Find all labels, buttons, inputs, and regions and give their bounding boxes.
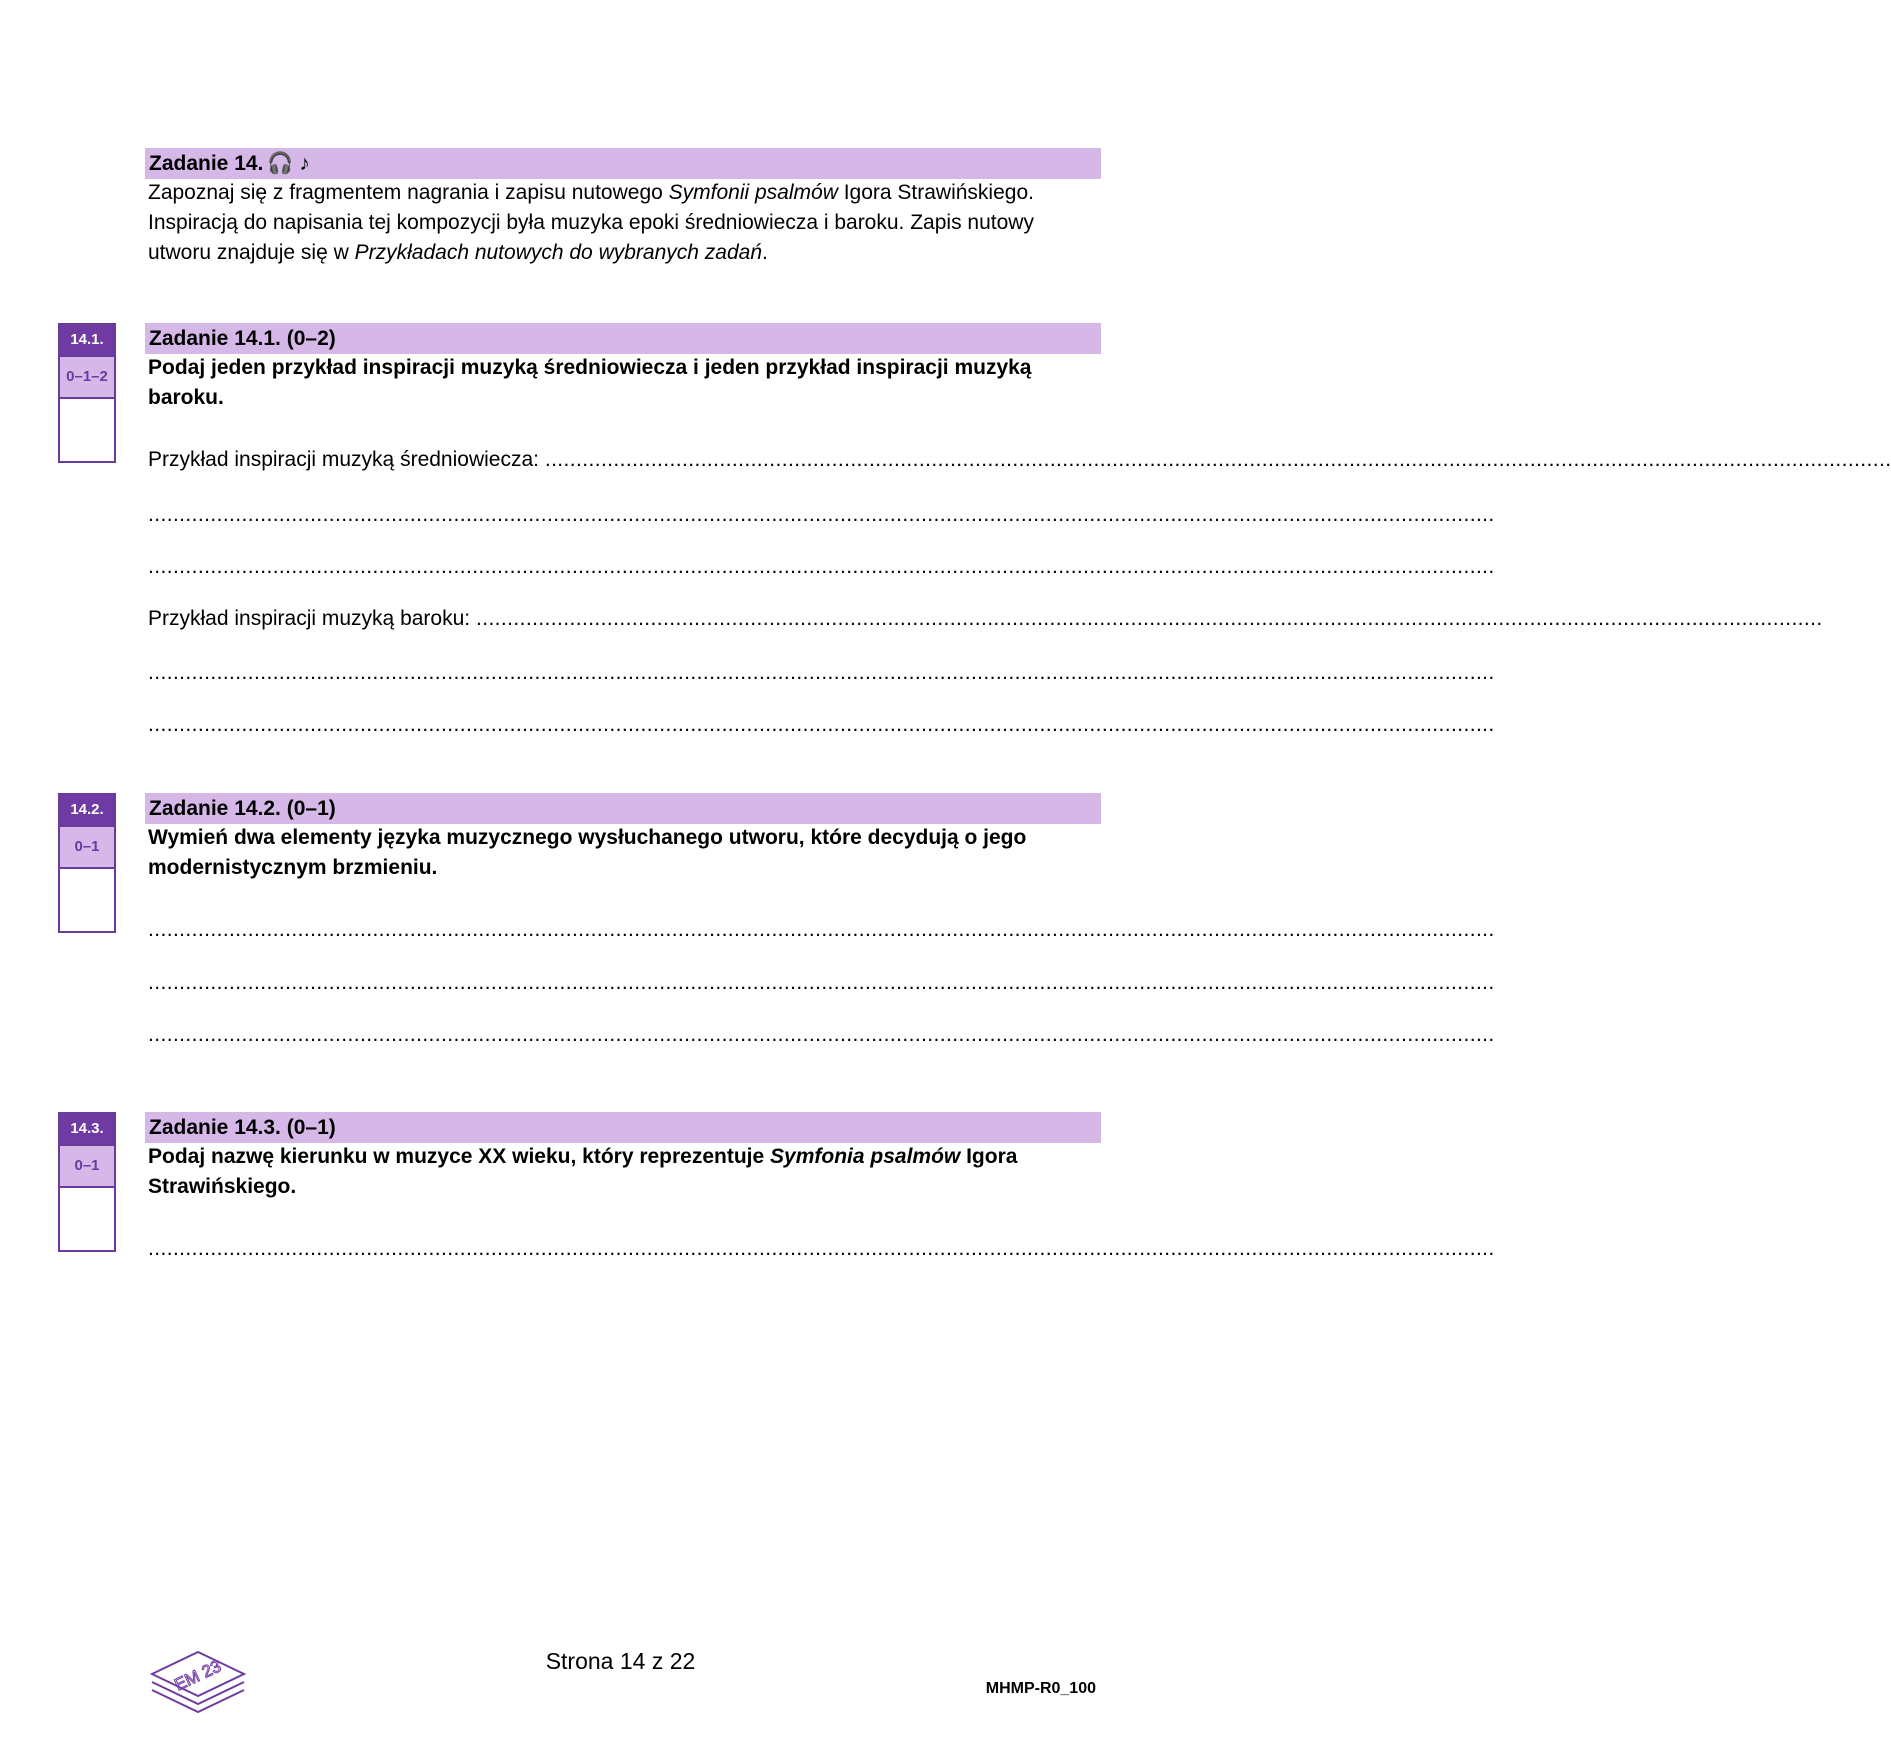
score-box-14-3 <box>58 1112 116 1252</box>
score-box-number: 14.1. <box>60 325 114 355</box>
answer-line[interactable]: ........................................................................................................................................................................................................................ <box>148 1237 1495 1260</box>
answer-label-medieval: Przykład inspiracji muzyką średniowiecza: <box>148 448 539 471</box>
score-box-points: 0–1 <box>60 825 114 869</box>
task-14-2-header <box>145 793 1101 824</box>
answer-line[interactable]: ........................................................................................................................................................................................................................ <box>148 555 1495 578</box>
answer-line[interactable]: ........................................................................................................................................................................................................................ <box>148 503 1495 526</box>
score-box-number: 14.2. <box>60 795 114 825</box>
score-box-number: 14.3. <box>60 1114 114 1144</box>
score-box-14-1 <box>58 323 116 463</box>
page-number: Strona 14 z 22 <box>545 1648 696 1674</box>
task-14-1-title: Zadanie 14.1. (0–2) <box>149 327 336 350</box>
answer-line[interactable]: ........................................................................................................................................................................................................................ <box>148 918 1495 941</box>
score-box-field[interactable] <box>60 869 114 931</box>
exam-code: MHMP-R0_100 <box>985 1680 1096 1697</box>
answer-label-baroque: Przykład inspiracji muzyką baroku: <box>148 607 471 630</box>
score-box-14-2 <box>58 793 116 933</box>
task-14-3-title: Zadanie 14.3. (0–1) <box>149 1116 336 1139</box>
task-14-3-header <box>145 1112 1101 1143</box>
task-14-2-title: Zadanie 14.2. (0–1) <box>149 797 336 820</box>
task-14-2-question: Wymień dwa elementy języka muzycznego wysłuchanego utworu, które decydują o jego modernistycznym brzmieniu. <box>148 826 1027 879</box>
score-box-points: 0–1 <box>60 1144 114 1188</box>
task-14-title: Zadanie 14. <box>149 152 264 175</box>
score-box-field[interactable] <box>60 399 114 461</box>
task-14-header <box>145 148 1101 179</box>
answer-line[interactable]: ........................................................................................................................................................................................................................ <box>148 1023 1495 1046</box>
answer-line[interactable]: ........................................................................................................................................................................................................................ <box>148 661 1495 684</box>
task-14-1-question: Podaj jeden przykład inspiracji muzyką średniowiecza i jeden przykład inspiracji muzyką baroku. <box>148 356 1032 409</box>
logo-text: EM 23 <box>171 1656 225 1695</box>
task-14-1-header <box>145 323 1101 354</box>
answer-line[interactable]: ........................................................................................................................................................................................................................ <box>148 713 1495 736</box>
task-14-intro: Zapoznaj się z fragmentem nagrania i zapisu nutowego Symfonii psalmów Igora Strawińskiego. Inspiracją do napisania tej kompozycji była muzyka epoki średniowiecza i baroku. Zapis nutowy utworu znajduje się w Przykładach nutowych do wybranych zadań. <box>148 181 1034 264</box>
score-box-points: 0–1–2 <box>60 355 114 399</box>
answer-line[interactable]: ........................................................................................................................................................................................................................ <box>148 971 1495 994</box>
task-14-3-question: Podaj nazwę kierunku w muzyce XX wieku, który reprezentuje Symfonia psalmów Igora Strawińskiego. <box>148 1145 1018 1198</box>
answer-line[interactable]: Przykład inspiracji muzyką baroku: ........................................................................................................................................................................................................................ <box>148 607 1823 630</box>
answer-line[interactable]: Przykład inspiracji muzyką średniowiecza: ........................................................................................................................................................................................................................ <box>148 448 1891 471</box>
headphones-note-icon: 🎧 ♪ <box>267 152 310 175</box>
score-box-field[interactable] <box>60 1188 114 1250</box>
